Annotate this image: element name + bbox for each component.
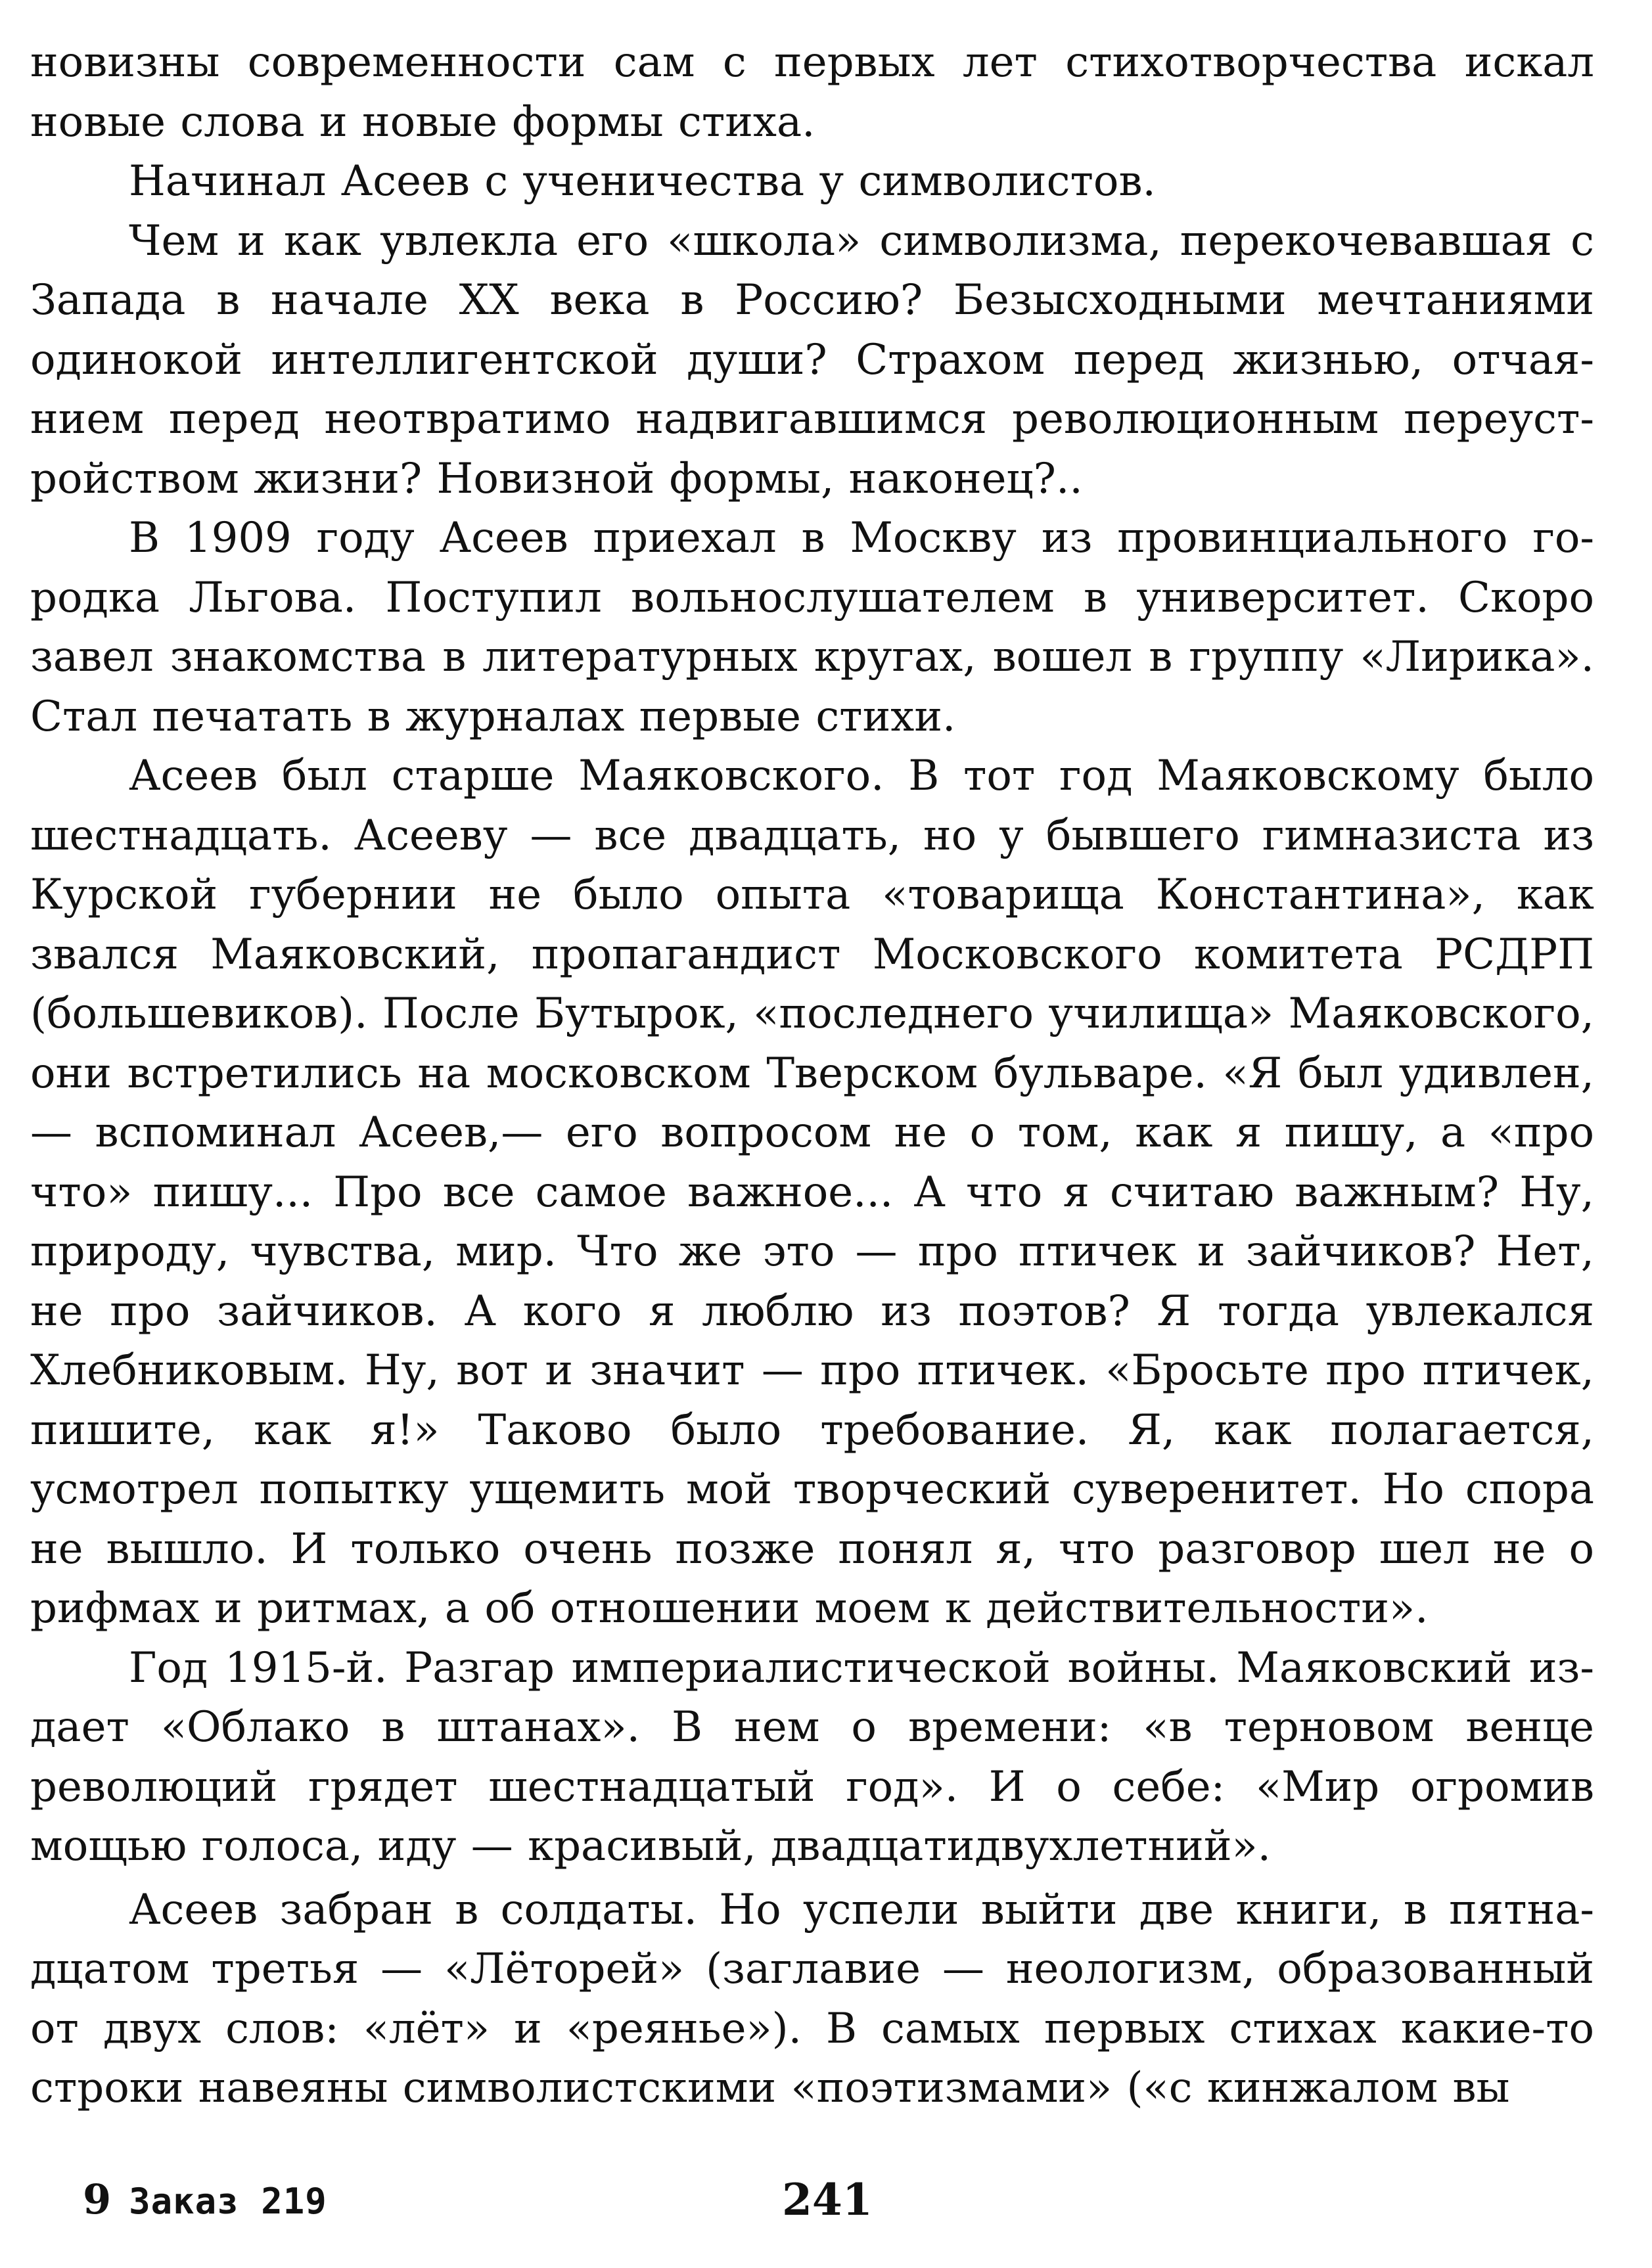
print-signature-line [83,2167,327,2234]
page-number: 241 [782,2174,873,2225]
paragraph-4: В 1909 году Асеев приехал в Москву из провинциального городка Льгова. Поступил вольнослушателем в университет. Скоро завел знакомства в литературных кругах, вошел в группу «Лирика». Стал печатать в журналах первые стихи. [30,514,1594,741]
paragraph-5: Асеев был старше Маяковского. В тот год Маяковскому было шестнадцать. Асееву — все двадцать, но у бывшего гимназиста из Курской губернии не было опыта «товарища Константина», как звался Маяковский, пропагандист Московского комитета РСДРП (большевиков). После Бутырок, «последнего училища» Маяковского, они встретились на московском Тверском бульваре. «Я был удивлен,— вспоминал Асеев,— его вопросом не о том, как я пишу, а «про что» пишу... Про все самое важное... А что я считаю важным? Ну, природу, чувства, мир. Что же это — про птичек и зайчиков? Нет, не про зайчиков. А кого я люблю из поэтов? Я тогда увлекался Хлебниковым. Ну, вот и значит — про птичек. «Бросьте про птичек, пишите, как я!» Таково было требование. Я, как полагается, усмотрел попытку ущемить мой творческий суверенитет. Но спора не вышло. И только очень позже понял я, что разговор шел не о рифмах и ритмах, а об отношении моем к действительности». [30,752,1594,1633]
paragraph-7: Асеев забран в солдаты. Но успели выйти две книги, в пятнадцатом третья — «Лёторей» (заглавие — неологизм, образованный от двух слов: «лёт» и «реянье»). В самых первых стихах какие-то строки навеяны символистскими «поэтизмами» («с кинжалом вы [30,1885,1594,2112]
page-text [30,33,1594,2118]
paragraph-6: Год 1915-й. Разгар империалистической войны. Маяковский издает «Облако в штанах». В нем о времени: «в терновом венце революций грядет шестнадцатый год». И о себе: «Мир огромив мощью голоса, иду — красивый, двадцатидвухлетний». [30,1643,1594,1871]
signature-mark: 9 [83,2175,112,2223]
paragraph-1: новизны современности сам с первых лет стихотворчества искал новые слова и новые формы стиха. [30,38,1594,147]
paragraph-2: Начинал Асеев с ученичества у символистов. [129,157,1156,206]
paragraph-3: Чем и как увлекла его «школа» символизма, перекочевавшая с Запада в начале XX века в Россию? Безысходными мечтаниями одинокой интеллигентской души? Страхом перед жизнью, отчаянием перед неотвратимо надвигавшимся революционным переустройством жизни? Новизной формы, наконец?.. [30,216,1594,503]
order-number: Заказ 219 [129,2181,327,2222]
page-footer [0,2167,1652,2239]
